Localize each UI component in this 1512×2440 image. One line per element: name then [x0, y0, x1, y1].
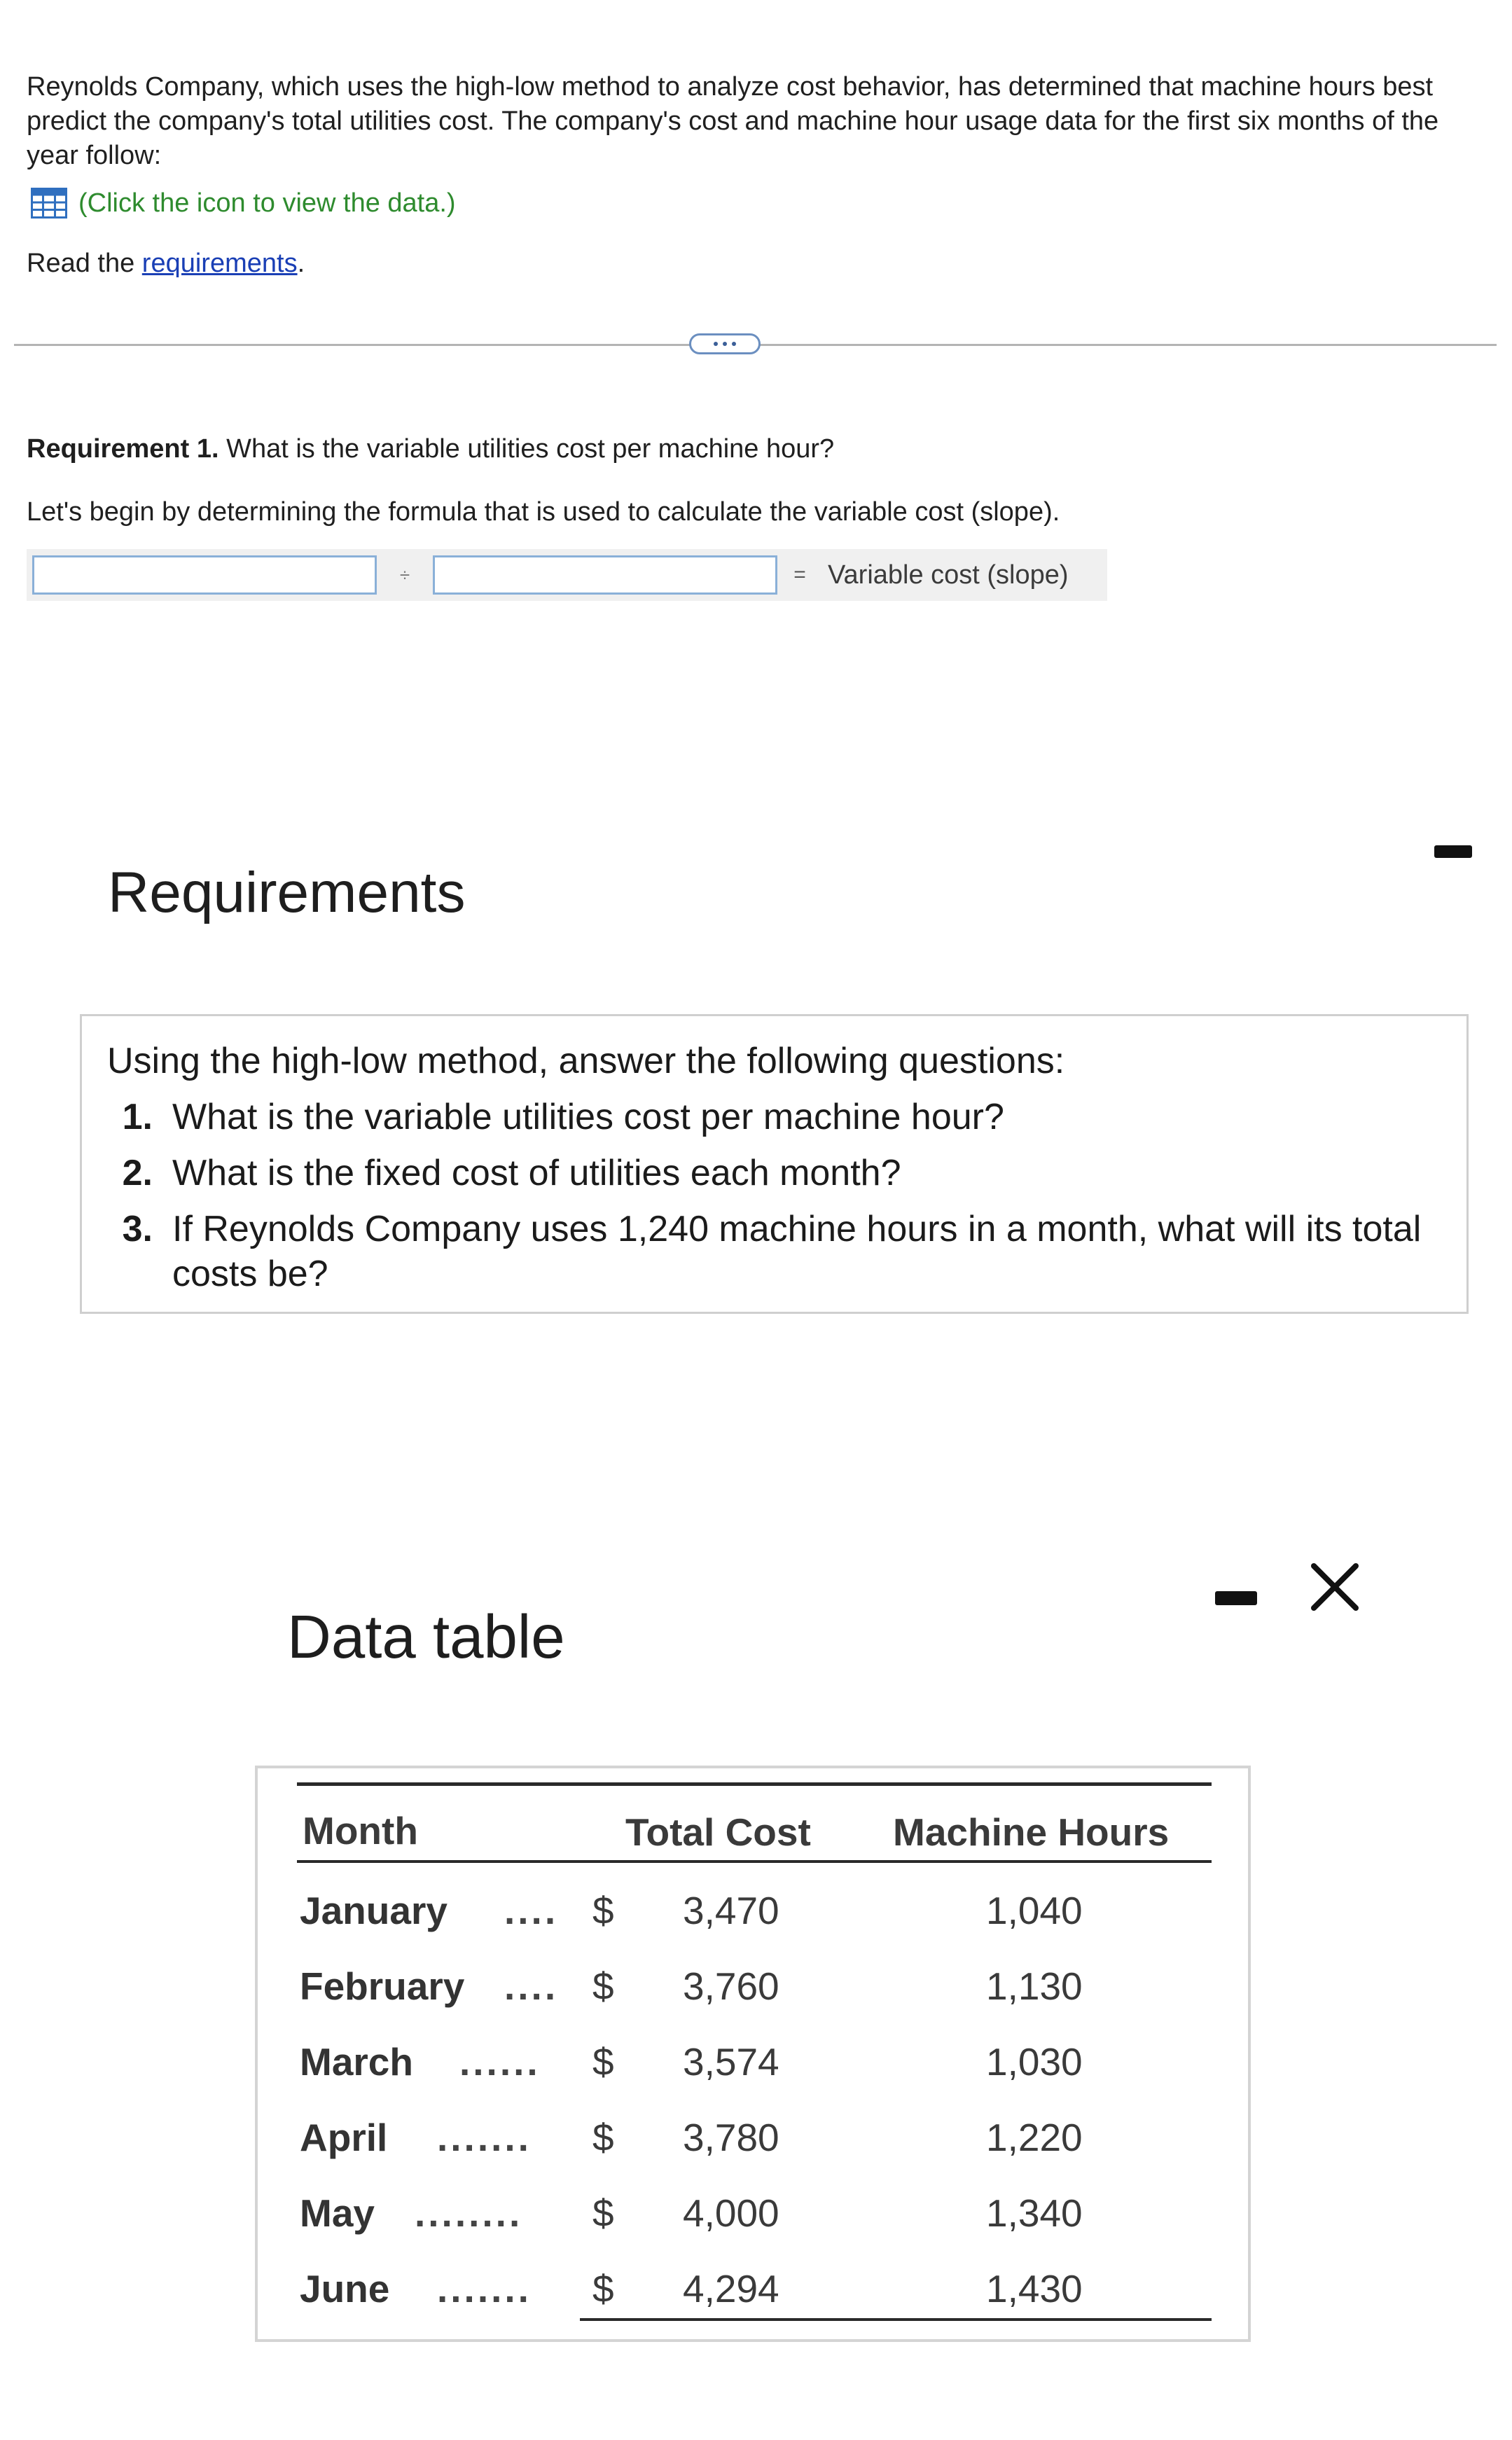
variable-cost-result-label: Variable cost (slope)	[828, 560, 1069, 590]
requirements-lead: Using the high-low method, answer the following questions:	[107, 1041, 1065, 1081]
ellipsis-dot-icon	[714, 342, 718, 346]
requirement-1-question	[27, 434, 834, 464]
row-leader-dots: ......	[459, 2040, 541, 2084]
view-data-link-text[interactable]: (Click the icon to view the data.)	[78, 188, 456, 218]
table-row	[0, 2191, 1512, 2261]
header-total-cost: Total Cost	[625, 1810, 811, 1854]
equals-symbol: =	[793, 563, 806, 586]
row-machine-hours: 1,040	[986, 1889, 1083, 1932]
row-leader-dots: .......	[437, 2267, 532, 2310]
row-total-cost: 3,780	[683, 2116, 779, 2159]
row-total-cost: 3,574	[683, 2040, 779, 2084]
row-leader-dots: ....	[504, 1964, 559, 2008]
read-suffix: .	[297, 249, 305, 278]
header-machine-hours: Machine Hours	[893, 1810, 1170, 1854]
row-machine-hours: 1,220	[986, 2116, 1083, 2159]
row-total-cost: 4,294	[683, 2267, 779, 2310]
row-machine-hours: 1,130	[986, 1964, 1083, 2008]
requirements-title: Requirements	[108, 861, 466, 924]
table-row	[0, 2266, 1512, 2336]
header-rule	[297, 1860, 1212, 1863]
row-currency: $	[592, 2040, 614, 2084]
row-total-cost: 3,470	[683, 1889, 779, 1932]
table-row	[0, 1888, 1512, 1958]
requirements-minimize-button[interactable]	[1434, 845, 1472, 858]
table-row	[0, 2039, 1512, 2109]
row-currency: $	[592, 2267, 614, 2310]
row-machine-hours: 1,030	[986, 2040, 1083, 2084]
table-row	[0, 2115, 1512, 2185]
row-month: February	[300, 1964, 465, 2008]
row-month: May	[300, 2191, 375, 2235]
row-month: March	[300, 2040, 413, 2084]
data-table-icon[interactable]	[31, 188, 67, 219]
requirement-number: 2.	[122, 1153, 153, 1193]
table-row	[0, 1964, 1512, 2034]
data-table-minimize-button[interactable]	[1215, 1591, 1257, 1605]
requirement-item	[99, 1089, 1450, 1145]
row-leader-dots: ........	[415, 2191, 523, 2235]
machine-hours-bottom-rule	[884, 2318, 1212, 2321]
row-currency: $	[592, 1964, 614, 2008]
row-month: June	[300, 2267, 390, 2310]
variable-cost-formula	[27, 549, 1107, 601]
row-month: January	[300, 1889, 448, 1932]
row-leader-dots: .......	[437, 2116, 532, 2159]
row-machine-hours: 1,430	[986, 2267, 1083, 2310]
read-requirements-line	[27, 249, 305, 279]
requirement-text: If Reynolds Company uses 1,240 machine hours in a month, what will its total costs be?	[172, 1209, 1422, 1294]
requirement-1-label: Requirement 1.	[27, 434, 219, 464]
read-prefix: Read the	[27, 249, 142, 278]
row-leader-dots: ....	[504, 1889, 559, 1932]
formula-denominator-input[interactable]	[433, 555, 777, 595]
requirement-number: 1.	[122, 1097, 153, 1137]
formula-hint: Let's begin by determining the formula that is used to calculate the variable cost (slope).	[27, 497, 1060, 527]
total-cost-bottom-rule	[580, 2318, 887, 2321]
row-currency: $	[592, 2116, 614, 2159]
ellipsis-dot-icon	[723, 342, 727, 346]
divide-symbol: ÷	[399, 564, 410, 585]
requirements-link[interactable]: requirements	[141, 249, 298, 278]
requirement-text: What is the variable utilities cost per machine hour?	[172, 1097, 1004, 1137]
requirement-number: 3.	[122, 1209, 153, 1249]
requirement-item	[99, 1145, 1450, 1201]
requirement-text: What is the fixed cost of utilities each month?	[172, 1153, 901, 1193]
data-table-title: Data table	[287, 1603, 565, 1671]
table-top-rule	[297, 1782, 1212, 1786]
row-total-cost: 4,000	[683, 2191, 779, 2235]
row-machine-hours: 1,340	[986, 2191, 1083, 2235]
row-currency: $	[592, 1889, 614, 1932]
row-month: April	[300, 2116, 388, 2159]
ellipsis-dot-icon	[732, 342, 736, 346]
requirement-item	[99, 1201, 1450, 1296]
row-total-cost: 3,760	[683, 1964, 779, 2008]
formula-numerator-input[interactable]	[32, 555, 377, 595]
row-currency: $	[592, 2191, 614, 2235]
requirements-box	[80, 1014, 1469, 1314]
expand-more-button[interactable]	[689, 333, 761, 354]
requirement-1-text: What is the variable utilities cost per machine hour?	[219, 434, 835, 464]
close-icon[interactable]	[1307, 1559, 1363, 1615]
problem-intro: Reynolds Company, which uses the high-low method to analyze cost behavior, has determined that machine hours best predict the company's total utilities cost. The company's cost and machine hour usage data for the first six months of the year follow:	[27, 72, 1439, 170]
header-month: Month	[303, 1809, 418, 1852]
view-data-link[interactable]	[31, 188, 456, 219]
